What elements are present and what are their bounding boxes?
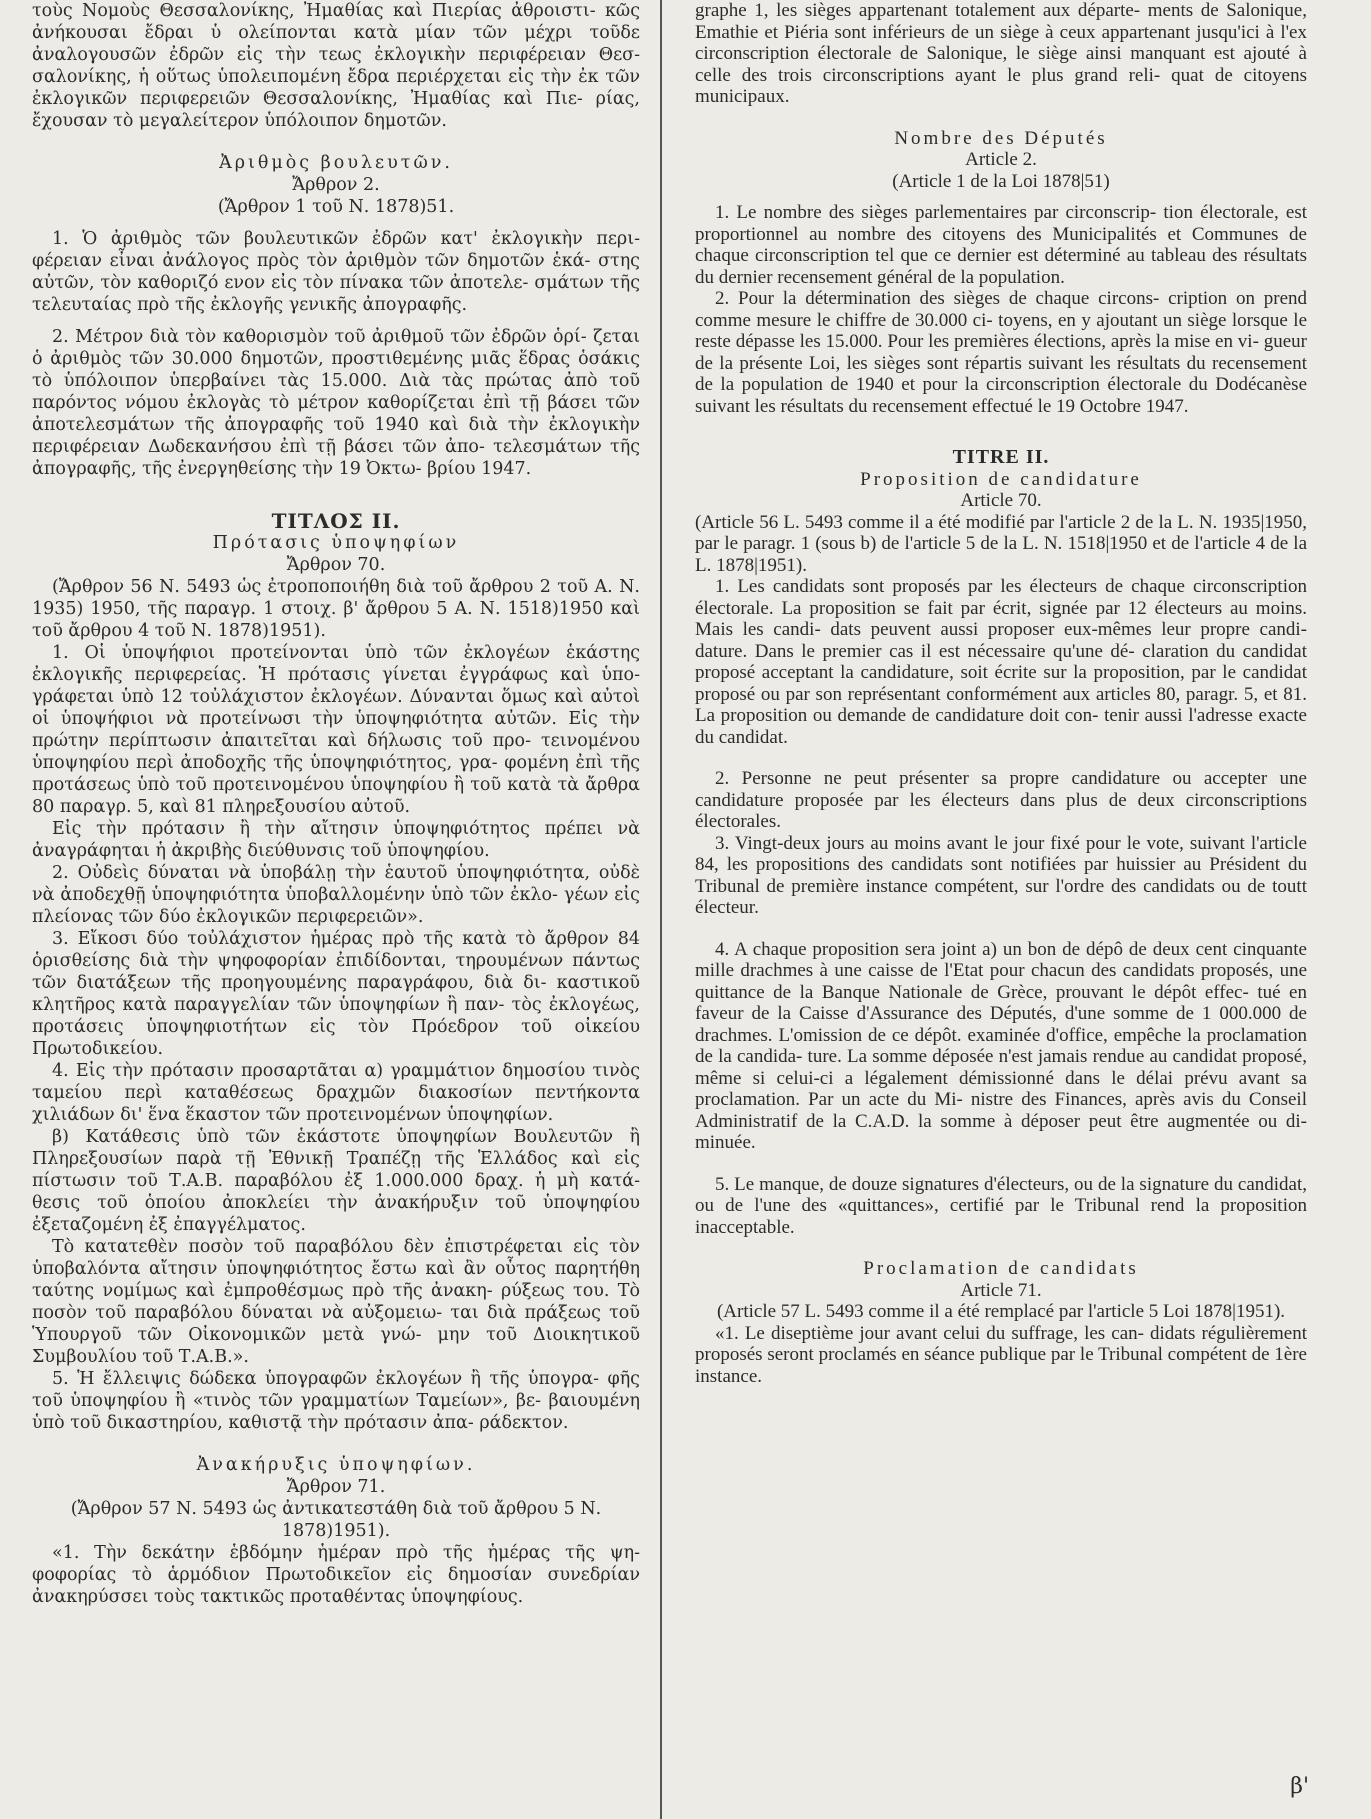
- paragraph: 3. Vingt-deux jours au moins avant le jour fixé pour le vote, suivant l'article 84, les propositions des candidats sont notifiées par huissier au Président du Tribunal de première instance compétent, sur l'ordre des candidats ou de toutt électeur.: [695, 832, 1307, 918]
- page-number: β': [1290, 1774, 1309, 1799]
- greek-column: [32, 0, 640, 1608]
- title-heading: ΤΙΤΛΟΣ ΙΙ.: [271, 509, 401, 533]
- paragraph: 2. Οὐδεὶς δύναται νὰ ὑποβάλῃ τὴν ἑαυτοῦ ὑποψηφιότητα, οὐδὲ νὰ ἀποδεχθῇ ὑποψηφιότητα ὑποβαλλομένην ὑπὸ τῶν ἐκλο- γέων εἰς πλείονας τῶν δύο ἐκλογικῶν περιφερειῶν».: [32, 863, 640, 927]
- article-number: Article 70.: [960, 490, 1042, 511]
- article-number: Ἄρθρον 70.: [286, 555, 386, 575]
- article-reference: (Article 1 de la Loi 1878|51): [892, 170, 1110, 192]
- paragraph: 2. Μέτρον διὰ τὸν καθορισμὸν τοῦ ἀριθμοῦ τῶν ἐδρῶν ὁρί- ζεται ὁ ἀριθμὸς τῶν 30.000 δημοτῶν, προστιθεμένης μιᾶς ἕδρας ὁσάκις τὸ ὑπόλοιπον ὑπερβαίνει τὰς 15.000. Διὰ τὰς πρώτας ἀπὸ τοῦ παρόντος νόμου ἐκλογὰς τὸ μέτρον καθορίζεται ἐπὶ τῇ βάσει τῶν ἀποτελεσμάτων τῆς ἀπογραφῆς τοῦ 1940 καὶ διὰ τὴν ἐκλογικὴν περιφέρειαν Δωδεκανήσου ἐπὶ τῇ βάσει τῶν ἀπο- τελεσμάτων τῆς ἀπογραφῆς, τῆς ἐνεργηθείσης τὴν 19 Ὀκτω- βρίου 1947.: [32, 327, 640, 479]
- paragraph: «1. Le diseptième jour avant celui du suffrage, les can- didats régulièrement proposés seront proclamés en séance publique par le Tribunal compétent de 1ère instance.: [695, 1322, 1307, 1387]
- paragraph: 4. A chaque proposition sera joint a) un bon de dépô de deux cent cinquante mille drachmes à une caisse de l'Etat pour chacun des candidats proposés, une quittance de la Banque Nationale de Grèce, prouvant le dépôt effec- tué en faveur de la Caisse d'Assurance des Députés, d'une somme de 1 000.000 de drachmes. L'omission de ce dépôt. examinée d'office, empêche la proclamation de la candida- ture. La somme déposée n'est jamais rendue au candidat proposé, même si celui-ci a légalement démissionné dans le délai prévu avant sa proclamation. Par un acte du Mi- nistre des Finances, après avis du Conseil Administratif de la C.A.D. la somme à déposer peut être augmentée ou di- minuée.: [695, 938, 1307, 1153]
- paragraph: 1. Le nombre des sièges parlementaires par circonscrip- tion électorale, est proportionnel au nombre des citoyens des Municipalités et Communes de chaque circonscription tel que ce dernier est déterminé au tableau des résultats du dernier recensement général de la population.: [695, 202, 1307, 288]
- paragraph: 1. Οἱ ὑποψήφιοι προτείνονται ὑπὸ τῶν ἐκλογέων ἑκάστης ἐκλογικῆς περιφερείας. Ἡ πρότασις γίνεται ἐγγράφως καὶ ὑπο- γράφεται ὑπὸ 12 τοὐλάχιστον ἐκλογέων. Δύνανται ὅμως καὶ αὐτοὶ οἱ ὑποψήφιοι νὰ προτείνωσι τὴν ὑποψηφιότητα αὐτῶν. Εἰς τὴν πρώτην περίπτωσιν ἀπαιτεῖται καὶ δήλωσις τοῦ προ- τεινομένου ὑποψηφίου περὶ ἀποδοχῆς τῆς ὑποψηφιότητος, γρα- φομένη ἐπὶ τῆς προτάσεως ὑπὸ τοῦ προτεινομένου ὑποψηφίου ἢ τοῦ κατὰ τὰ ἄρθρα 80 παραγρ. 5, καὶ 81 πληρεξουσίου αὐτοῦ.: [32, 643, 640, 817]
- section-heading: Πρότασις ὑποψηφίων: [212, 533, 460, 553]
- article-number: Ἄρθρον 71.: [286, 1477, 386, 1497]
- article-number: Article 71.: [960, 1279, 1042, 1301]
- section-heading: Ἀριθμὸς βουλευτῶν.: [219, 153, 453, 173]
- article-reference: (Article 57 L. 5493 comme il a été remplacé par l'article 5 Loi 1878|1951).: [716, 1301, 1286, 1322]
- paragraph: 2. Pour la détermination des sièges de chaque circons- cription on prend comme mesure le chiffre de 30.000 ci- toyens, en y ajoutant un siège lorsque le reste dépasse les 15.000. Pour les premières élections, après la mise en vi- gueur de la présente Loi, les sièges sont répartis suivant les résultats du recensement de la population de 1940 et pour la circonscription électorale du Dodécanèse suivant les résultats du recensement effectué le 19 Octobre 1947.: [695, 288, 1307, 417]
- paragraph: 3. Εἴκοσι δύο τοὐλάχιστον ἡμέρας πρὸ τῆς κατὰ τὸ ἄρθρον 84 ὁρισθείσης διὰ τὴν ψηφοφορίαν ἐπιδίδονται, τηρουμένων πάντως τῶν διατάξεων τῆς προηγουμένης παραγράφου, διὰ δι- καστικοῦ κλητῆρος κατὰ παραγγελίαν τῶν ὑποψηφίων ἢ παν- τὸς ἐκλογέως, προτάσεις ὑποψηφιοτήτων εἰς τὸν Πρόεδρον τοῦ οἰκείου Πρωτοδικείου.: [32, 929, 640, 1059]
- french-column: [695, 0, 1307, 1387]
- title-heading: TITRE II.: [952, 446, 1050, 468]
- article-number: Ἄρθρον 2.: [292, 175, 380, 195]
- paragraph: β) Κατάθεσις ὑπὸ τῶν ἑκάστοτε ὑποψηφίων Βουλευτῶν ἢ Πληρεξουσίων παρὰ τῇ Ἐθνικῇ Τραπέζῃ τῆς Ἑλλάδος καὶ εἰς πίστωσιν τοῦ Τ.Α.Β. παραβόλου ἐξ 1.000.000 δραχ. ἡ μὴ κατά- θεσις τοῦ ὁποίου ἀποκλείει τὴν ἀνακήρυξιν τοῦ ὑποψηφίου ἐξεταζομένη ἐξ ἐπαγγέλματος.: [32, 1127, 640, 1235]
- paragraph: 1. Ὁ ἀριθμὸς τῶν βουλευτικῶν ἐδρῶν κατ' ἐκλογικὴν περι- φέρειαν εἶναι ἀνάλογος πρὸς τὸν ἀριθμὸν τῶν δημοτῶν ἑκά- στης αὐτῶν, τὸν καθοριζό ενον εἰς τὸν πίνακα τῶν ἀποτελε- σμάτων τῆς τελευταίας πρὸ τῆς ἐκλογῆς γενικῆς ἀπογραφῆς.: [32, 229, 640, 315]
- section-heading: Proclamation de candidats: [863, 1258, 1139, 1279]
- paragraph: Εἰς τὴν πρότασιν ἢ τὴν αἴτησιν ὑποψηφιότητος πρέπει νὰ ἀναγράφηται ἡ ἀκριβὴς διεύθυνσις τοῦ ὑποψηφίου.: [32, 819, 640, 861]
- paragraph: graphe 1, les sièges appartenant totalement aux départe- ments de Salonique, Emathie et Piéria sont inférieurs de un siège à ceux appartenant jusqu'ici à l'ex circonscription électorale de Salonique, le siège ainsi manquant est ajouté à celle des trois circonscriptions ayant le plus grand reli- quat de citoyens municipaux.: [695, 0, 1307, 107]
- article-reference: (Ἄρθρον 57 Ν. 5493 ὡς ἀντικατεστάθη διὰ τοῦ ἄρθρου 5 Ν. 1878)1951).: [70, 1499, 602, 1541]
- article-reference: (Ἄρθρον 56 Ν. 5493 ὡς ἐτροποποιήθη διὰ τοῦ ἄρθρου 2 τοῦ Α. Ν. 1935) 1950, τῆς παραγρ. 1 στοιχ. β' ἄρθρου 5 Α. Ν. 1518)1950 καὶ τοῦ ἄρθρου 4 τοῦ Ν. 1878)1951).: [32, 577, 640, 641]
- paragraph: «1. Τὴν δεκάτην ἑβδόμην ἡμέραν πρὸ τῆς ἡμέρας τῆς ψη- φοφορίας τὸ ἁρμόδιον Πρωτοδικεῖον εἰς δημοσίαν συνεδρίαν ἀνακηρύσσει τοὺς τακτικῶς προταθέντας ὑποψηφίους.: [32, 1543, 640, 1607]
- section-heading: Proposition de candidature: [860, 468, 1142, 490]
- paragraph: τοὺς Νομοὺς Θεσσαλονίκης, Ἠμαθίας καὶ Πιερίας ἀθροιστι- κῶς ἀνήκουσαι ἔδραι ὑ ολείπονται κατὰ μίαν τῶν μέχρι τοῦδε ἀναλογουσῶν ἐδρῶν εἰς τὴν τεως ἐκλογικὴν περιφέρειαν Θεσ- σαλονίκης, ἡ οὕτως ὑπολειπομένη ἔδρα περιέρχεται εἰς τὴν ἐκ τῶν ἐκλογικῶν περιφερειῶν Θεσσαλονίκης, Ἠμαθίας καὶ Πιε- ρίας, ἔχουσαν τὸ μεγαλείτερον ὑπόλοιπον δημοτῶν.: [32, 1, 640, 131]
- paragraph: 2. Personne ne peut présenter sa propre candidature ou accepter une candidature proposée par les électeurs dans plus de deux circonscriptions électorales.: [695, 768, 1307, 832]
- article-reference: (Ἄρθρον 1 τοῦ Ν. 1878)51.: [217, 197, 455, 217]
- article-reference: (Article 56 L. 5493 comme il a été modifié par l'article 2 de la L. N. 1935|1950, par le paragr. 1 (sous b) de l'article 5 de la L. N. 1518|1950 et de l'article 4 de la L. 1878|1951).: [695, 511, 1307, 576]
- paragraph: 1. Les candidats sont proposés par les électeurs de chaque circonscription électorale. La proposition se fait par écrit, signée par 12 électeurs au moins. Mais les candi- dats peuvent aussi proposer eux-mêmes leur propre candi- dature. Dans le premier cas il est nécessaire qu'une dé- claration du candidat proposé acceptant la candidature, soit écrite sur la proposition, par le candidat proposé ou par son représentant conformément aux articles 80, paragr. 5, et 81. La proposition ou demande de candidature doit con- tenir aussi l'adresse exacte du candidat.: [695, 576, 1307, 748]
- section-heading: Nombre des Députés: [894, 127, 1108, 149]
- column-divider: [660, 0, 662, 1819]
- paragraph: 5. Ἡ ἔλλειψις δώδεκα ὑπογραφῶν ἐκλογέων ἢ τῆς ὑπογρα- φῆς τοῦ ὑποψηφίου ἢ «τινὸς τῶν γραμματίων Ταμείων», βε- βαιουμένη ὑπὸ τοῦ δικαστηρίου, καθιστᾷ τὴν πρότασιν ἀπα- ράδεκτον.: [32, 1369, 640, 1433]
- paragraph: 5. Le manque, de douze signatures d'électeurs, ou de la signature du candidat, ou de l'une des «quittances», certifié par le Tribunal rend la proposition inacceptable.: [695, 1173, 1307, 1238]
- section-heading: Ἀνακήρυξις ὑποψηφίων.: [196, 1455, 476, 1475]
- paragraph: 4. Εἰς τὴν πρότασιν προσαρτᾶται α) γραμμάτιον δημοσίου τινὸς ταμείου περὶ καταθέσεως δραχμῶν διακοσίων πεντήκοντα χιλιάδων δι' ἕνα ἕκαστον τῶν προτεινομένων ὑποψηφίων.: [32, 1061, 640, 1125]
- article-number: Article 2.: [965, 149, 1037, 170]
- paragraph: Τὸ κατατεθὲν ποσὸν τοῦ παραβόλου δὲν ἐπιστρέφεται εἰς τὸν ὑποβαλόντα αἴτησιν ὑποψηφιότητος ἔστω καὶ ἂν οὗτος παρητήθη ταύτης νομίμως καὶ ἐμπροθέσμως πρὸ τῆς ἀνακη- ρύξεως του. Τὸ ποσὸν τοῦ παραβόλου δύναται νὰ αὐξομειω- ται διὰ πράξεως τοῦ Ὑπουργοῦ τῶν Οἰκονομικῶν μετὰ γνώ- μην τοῦ Διοικητικοῦ Συμβουλίου τοῦ Τ.Α.Β.».: [32, 1237, 640, 1367]
